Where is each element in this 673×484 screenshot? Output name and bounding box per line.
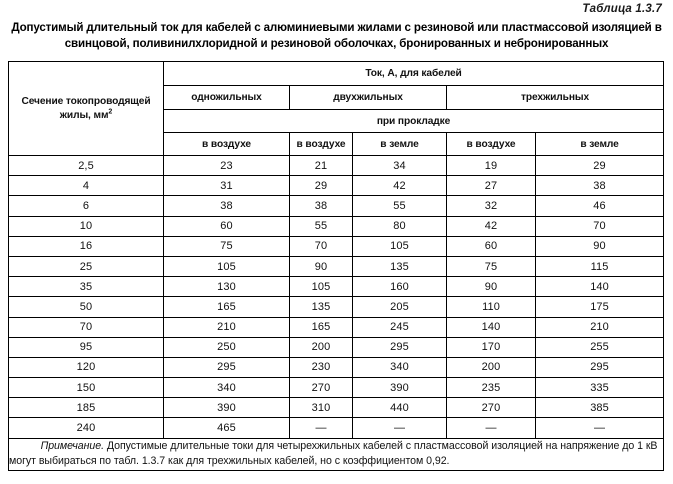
cell-current: 340 <box>353 357 447 377</box>
cell-current: 110 <box>447 297 536 317</box>
cell-current: 34 <box>353 156 447 176</box>
cell-current: 295 <box>164 357 290 377</box>
cell-current: — <box>536 418 664 438</box>
table-row <box>9 357 664 377</box>
laying-mode-1: в воздухе <box>164 133 290 156</box>
laying-header: при прокладке <box>164 110 664 133</box>
cell-current: 385 <box>536 398 664 418</box>
core-group-double: двухжильных <box>290 86 447 110</box>
table-row <box>9 378 664 398</box>
cell-current: 23 <box>164 156 290 176</box>
core-group-triple: трехжильных <box>447 86 664 110</box>
cell-current: 105 <box>164 256 290 276</box>
cell-current: 55 <box>290 216 353 236</box>
laying-mode-4: в воздухе <box>447 133 536 156</box>
cell-section: 25 <box>9 256 164 276</box>
cell-current: 310 <box>290 398 353 418</box>
cell-current: 135 <box>353 256 447 276</box>
cell-current: 75 <box>164 236 290 256</box>
note-row <box>9 438 664 470</box>
spanner-header: Ток, А, для кабелей <box>164 62 664 86</box>
cell-current: 31 <box>164 176 290 196</box>
cell-section: 95 <box>9 337 164 357</box>
table-row <box>9 317 664 337</box>
table-row <box>9 216 664 236</box>
cell-section: 16 <box>9 236 164 256</box>
cell-current: — <box>290 418 353 438</box>
cell-current: 160 <box>353 277 447 297</box>
table-body <box>9 156 664 439</box>
cell-current: 29 <box>536 156 664 176</box>
cell-section: 240 <box>9 418 164 438</box>
cell-section: 185 <box>9 398 164 418</box>
cell-current: 465 <box>164 418 290 438</box>
cell-current: 105 <box>290 277 353 297</box>
table-head <box>9 62 664 156</box>
cell-current: 32 <box>447 196 536 216</box>
cell-current: 38 <box>290 196 353 216</box>
cell-current: 19 <box>447 156 536 176</box>
table-container <box>8 61 663 471</box>
cell-current: 105 <box>353 236 447 256</box>
cell-current: — <box>447 418 536 438</box>
laying-mode-2: в воздухе <box>290 133 353 156</box>
cell-current: — <box>353 418 447 438</box>
cell-current: 270 <box>290 378 353 398</box>
table-row <box>9 156 664 176</box>
cell-current: 55 <box>353 196 447 216</box>
cell-current: 295 <box>353 337 447 357</box>
cell-current: 42 <box>447 216 536 236</box>
cell-current: 235 <box>447 378 536 398</box>
cell-current: 205 <box>353 297 447 317</box>
cell-current: 29 <box>290 176 353 196</box>
table-row <box>9 297 664 317</box>
cell-current: 70 <box>536 216 664 236</box>
cell-current: 165 <box>290 317 353 337</box>
cell-current: 295 <box>536 357 664 377</box>
cell-current: 38 <box>164 196 290 216</box>
current-capacity-table <box>8 61 664 471</box>
laying-mode-5: в земле <box>536 133 664 156</box>
note-lead: Примечание. <box>40 439 104 452</box>
header-row-spanner <box>9 62 664 86</box>
cell-current: 90 <box>536 236 664 256</box>
table-row <box>9 398 664 418</box>
cell-current: 165 <box>164 297 290 317</box>
cell-current: 390 <box>164 398 290 418</box>
cell-current: 60 <box>164 216 290 236</box>
laying-mode-3: в земле <box>353 133 447 156</box>
table-row <box>9 256 664 276</box>
table-row <box>9 277 664 297</box>
cell-current: 440 <box>353 398 447 418</box>
stub-header-superscript: 2 <box>108 108 113 116</box>
note-text: Допустимые длительные токи для четырехжильных кабелей с пластмассовой изоляцией на напряжение до 1 кВ могут выбираться по табл. 1.3.7 как для трехжильных кабелей, но с коэффициентом 0,92. <box>9 439 658 468</box>
table-row <box>9 196 664 216</box>
cell-current: 200 <box>290 337 353 357</box>
cell-current: 170 <box>447 337 536 357</box>
cell-section: 150 <box>9 378 164 398</box>
cell-current: 210 <box>536 317 664 337</box>
cell-current: 27 <box>447 176 536 196</box>
cell-current: 80 <box>353 216 447 236</box>
cell-current: 70 <box>290 236 353 256</box>
stub-header-text: Сечение токопроводящей жилы, мм <box>21 95 151 121</box>
cell-current: 140 <box>447 317 536 337</box>
cell-current: 60 <box>447 236 536 256</box>
table-foot <box>9 438 664 470</box>
table-row <box>9 337 664 357</box>
cell-current: 42 <box>353 176 447 196</box>
cell-current: 90 <box>290 256 353 276</box>
cell-current: 230 <box>290 357 353 377</box>
cell-section: 50 <box>9 297 164 317</box>
cell-current: 270 <box>447 398 536 418</box>
cell-current: 115 <box>536 256 664 276</box>
cell-section: 120 <box>9 357 164 377</box>
cell-section: 10 <box>9 216 164 236</box>
table-note <box>9 438 664 470</box>
cell-current: 90 <box>447 277 536 297</box>
stub-header <box>9 62 164 156</box>
page-title: Допустимый длительный ток для кабелей с алюминиевыми жилами с резиновой или пластмассовой изоляцией в свинцовой, поливинилхлоридной и резиновой оболочках, бронированных и небронированных <box>11 21 662 50</box>
cell-section: 4 <box>9 176 164 196</box>
cell-current: 390 <box>353 378 447 398</box>
cell-section: 70 <box>9 317 164 337</box>
cell-current: 38 <box>536 176 664 196</box>
cell-current: 140 <box>536 277 664 297</box>
table-row <box>9 176 664 196</box>
cell-current: 75 <box>447 256 536 276</box>
core-group-single: одножильных <box>164 86 290 110</box>
cell-section: 6 <box>9 196 164 216</box>
cell-current: 255 <box>536 337 664 357</box>
cell-section: 2,5 <box>9 156 164 176</box>
cell-current: 200 <box>447 357 536 377</box>
cell-current: 135 <box>290 297 353 317</box>
cell-current: 130 <box>164 277 290 297</box>
cell-section: 35 <box>9 277 164 297</box>
table-row <box>9 418 664 438</box>
table-row <box>9 236 664 256</box>
cell-current: 175 <box>536 297 664 317</box>
table-caption: Таблица 1.3.7 <box>582 3 662 15</box>
cell-current: 210 <box>164 317 290 337</box>
cell-current: 21 <box>290 156 353 176</box>
cell-current: 340 <box>164 378 290 398</box>
cell-current: 245 <box>353 317 447 337</box>
cell-current: 46 <box>536 196 664 216</box>
cell-current: 335 <box>536 378 664 398</box>
cell-current: 250 <box>164 337 290 357</box>
